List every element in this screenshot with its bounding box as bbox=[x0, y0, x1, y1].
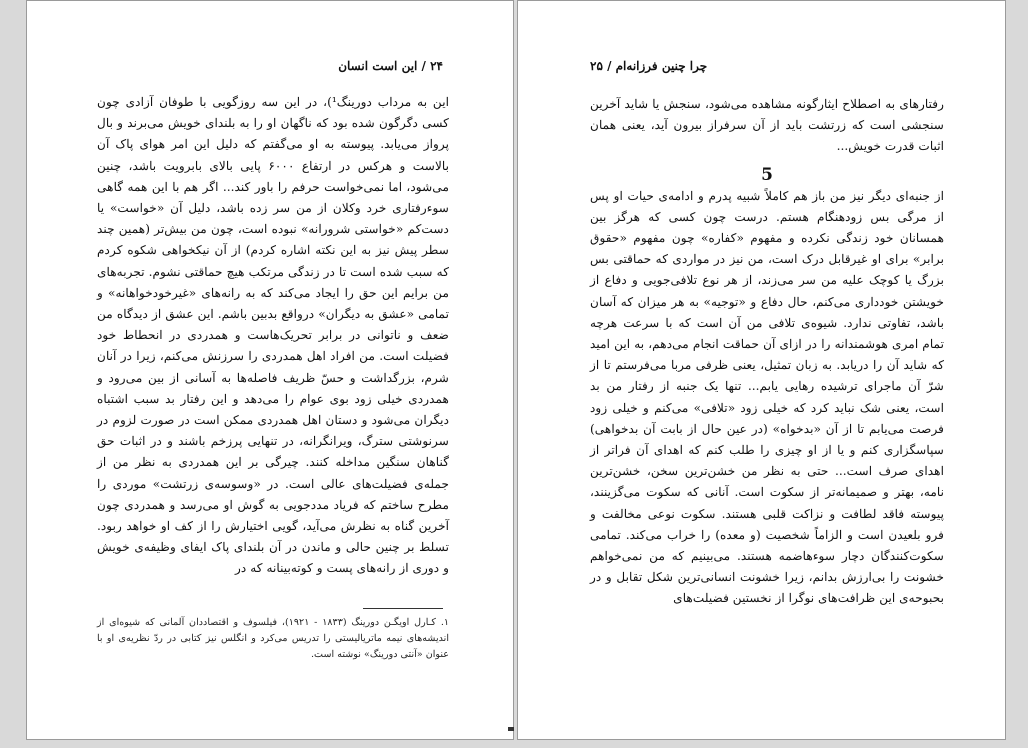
section-number: 5 bbox=[761, 164, 773, 185]
right-page-paragraph-top: رفتارهای به اصطلاح ایثارگونه مشاهده می‌شود، سنجش یا شاید آخرین سنجشی است که زرتشت باید از آن سرفراز بیرون آید، یعنی همان اثبات قدرت خویش... bbox=[590, 97, 944, 154]
left-page bbox=[26, 0, 514, 740]
scroll-indicator[interactable] bbox=[508, 727, 514, 731]
left-page-body bbox=[97, 92, 449, 580]
footnote-divider bbox=[363, 608, 443, 609]
right-page-body bbox=[590, 94, 944, 610]
right-page-paragraph-main: از جنبه‌ای دیگر نیز من باز هم کاملاً شبیه پدرم و ادامه‌ی حیات او پس از مرگی بس زودهنگام هستم. درست چون کسی که هرگز بین همسانان خود زندگی نکرده و مفهوم «کفاره» چون مفهوم «حقوق برابر» برای او غیرقابل درک است، من نیز در مواردی که حماقتی بس بزرگ یا کوچک علیه من سر می‌زند، از هر نوع تلافی‌جویی و دفاع از خویشتن خودداری می‌کنم، حال دفاع و «توجیه» به هر میزان که آسان باشد، تفاوتی ندارد. شیوه‌ی تلافی من آن است که با سرعت هرچه تمام امری هوشمندانه را در ازای آن حماقت انجام می‌دهم، به این امید که شاید آن را دریابد. به زبان تمثیل، یعنی ظرفی مربا می‌فرستم تا از شرّ آن ماجرای ترشیده رهایی یابم... تنها یک جنبه از رفتار من بد است، یعنی شک نباید کرد که خیلی زود «تلافی» می‌کنم و خیلی زود فرصت می‌یابم تا از آن «بدخواه» (در عین حال از بابت آن بدخواهی) سپاسگزاری کنم و یا از او چیزی را طلب کنم که اهدای آن فراتر از اهدای صرف است... حتی به نظر من خشن‌ترین سخن، خشن‌ترین نامه، بهتر و صمیمانه‌تر از سکوت است. آنانی که سکوت می‌گزینند، پیوسته فاقد لطافت و نزاکت قلبی هستند. سکوت نوعی مخالفت و فرو بلعیدن است و الزاماً شخصیت (و معده) را خراب می‌کند. تمامی سکوت‌کنندگان دچار سوءهاضمه هستند. می‌بینیم که من نمی‌خواهم خشونت را بی‌ارزش بدانم، زیرا خشونت انسانی‌ترین شکل تقابل و در بحبوحه‌ی این ظرافت‌های نوگرا از نخستین فضیلت‌های bbox=[590, 188, 944, 606]
right-page bbox=[517, 0, 1006, 740]
left-page-header: ۲۴ / این است انسان bbox=[338, 59, 443, 73]
viewer-bottom-strip bbox=[0, 740, 1028, 748]
footnote: ۱. کـارل اویگـن دورینگ (۱۸۳۳ - ۱۹۲۱)، فیلسوف و اقتصاددان آلمانی که شیوه‌ای از اندیشه‌های نیمه ماتریالیستی را تدریس می‌کرد و انگلس نیز کتابی در ردّ نظریه‌ی او با عنوان «آنتی دورینگ» نوشته است. bbox=[97, 617, 450, 660]
right-page-header: چرا چنین فرزانه‌ام / ۲۵ bbox=[590, 59, 708, 73]
left-page-paragraph: این به مرداب دورینگ¹)، در این سه روزگویی با طوفان آزادی چون کسی دگرگون شده بود که ناگهان او را به بلندای خویش می‌برند و بال پرواز می‌یابد. پیوسته به او می‌گفتم که دلیل این امر هوای پاک آن بالاست و هرکس در ارتفاع ۶۰۰۰ پایی بالای بابرویت باشد، چنین می‌شود، اما نمی‌خواست حرفم را باور کند... اگر هم با این همه گاهی سوء‌رفتاری خرد وکلان از من سر زده باشد، دلیل آن «خواست» یا دست‌کم «خواستی شرورانه» نبوده است، چون من بیش‌تر (همین چند سطر پیش نیز به این نکته اشاره کردم) از آن نیکخواهی شکوه کردم که سبب شده است تا در زندگی مرتکب هیچ حماقتی نشوم. تجربه‌های من برایم این حق را ایجاد می‌کند که به رانه‌های «غیرخودخواهانه» و تمامی «عشق به دیگران» درواقع بدبین باشم. این عشق از دیدگاه من ضعف و ناتوانی در برابر تحریک‌هاست و همدردی در انحطاط خود فضیلت است. من افراد اهل همدردی را سرزنش می‌کنم، زیرا در آنان شرم، بزرگداشت و حسّ ظریف فاصله‌ها به آسانی از بین می‌رود و همدردی خیلی زود بوی عوام را می‌دهد و این رفتار بد سبب اشتباه دیگران می‌شود و دستان اهل همدردی ممکن است در صورت لزوم در سرنوشتی سترگ، ویرانگرانه، در تنهایی پرزخم باشند و در اثبات حق گناهان سنگین مداخله کنند. چیرگی بر این همدردی به نظر من از جمله‌ی فضیلت‌های عالی است. در «وسوسه‌ی زرتشت» موردی را مطرح ساختم که فریاد مددجویی به گوش او می‌رسد و همدردی چون آخرین گناه به نظرش می‌آید، گویی اختیارش را از کف او خواهد ربود. تسلط بر چنین حالی و ماندن در آن بلندای پاک ایفای وظیفه‌ی خویش و دوری از رانه‌های پست و کوته‌بینانه که در bbox=[97, 95, 450, 576]
